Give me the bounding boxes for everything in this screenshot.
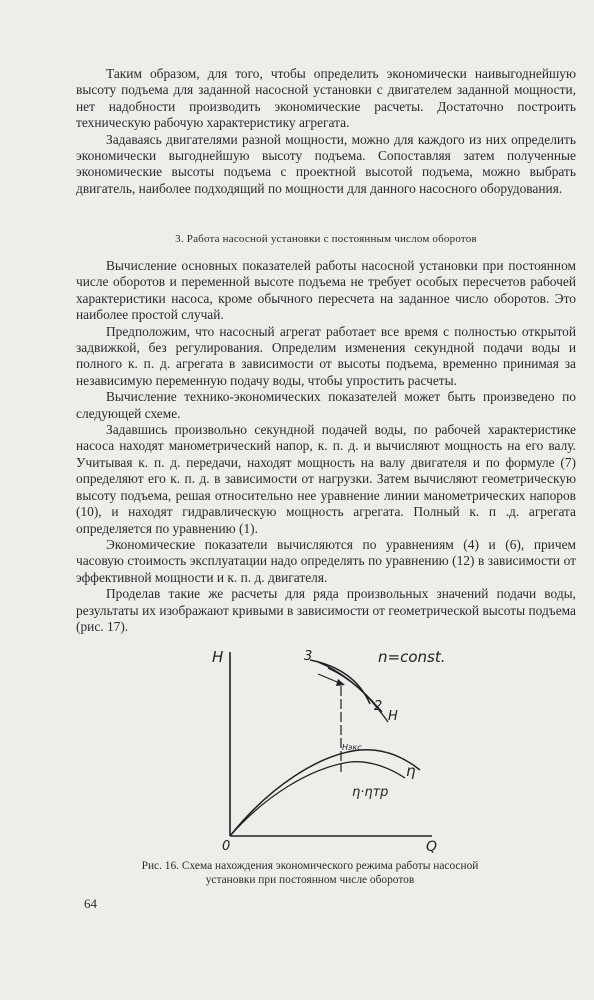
paragraph: Таким образом, для того, чтобы определить экономически наивыгоднейшую высоту подъема для заданной насосной установки с двигателем заданной мощности, нет надобности производить экономические расчеты. Достаточно построить техническую рабочую характеристику агрегата. bbox=[76, 66, 576, 131]
label-eta: η bbox=[406, 762, 416, 780]
origin-label: 0 bbox=[222, 839, 231, 854]
paragraph: Экономические показатели вычисляются по уравнениям (4) и (6), причем часовую стоимость эксплуатации надо определять по уравнению (12) в зависимости от эффективной мощности и к. п. д. двигателя. bbox=[76, 536, 576, 585]
paragraph: Проделав такие же расчеты для ряда произвольных значений подачи воды, результаты их изображают кривыми в зависимости от геометрической высоты подъема (рис. 17). bbox=[76, 586, 576, 634]
axis-label-y: H bbox=[212, 648, 224, 666]
label-n-const: n=const. bbox=[378, 648, 446, 666]
arrow-head bbox=[336, 679, 345, 686]
paragraph: Задавшись произвольно секундной подачей воды, по рабочей характеристике насоса находят манометрический напор, к. п. д. и вычисляют мощность на его валу. Учитывая к. п. д. передачи, находят мощность на валу двигателя и по формуле (7) определяют его к. п. д. в зависимости от нагрузки. Затем вычисляют геометрическую высоту подъема, решая относительно нее уравнение линии манометрических напоров (10), и находят гидравлическую мощность агрегата. Полный к. п .д. агрегата определяется по уравнению (1). bbox=[76, 422, 576, 536]
paragraph: Вычисление основных показателей работы насосной установки при постоянном числе оборотов и переменной высоте подъема не требует особых пересчетов рабочей характеристики насоса, кроме обычного пересчета на заданное число оборотов. Это наиболее простой случай. bbox=[76, 258, 576, 323]
paragraph: Вычисление технико-экономических показателей может быть произведено по следующей схеме. bbox=[76, 389, 576, 421]
label-2: 2 bbox=[374, 699, 383, 714]
label-H: H bbox=[388, 709, 398, 724]
text-block-main bbox=[76, 258, 576, 635]
axis-label-x: Q bbox=[426, 839, 438, 855]
label-econ: Hэкс bbox=[342, 743, 362, 752]
page-number: 64 bbox=[84, 896, 97, 911]
label-eta-tr: η·ηтр bbox=[352, 785, 389, 800]
section-heading: 3. Работа насосной установки с постоянным числом оборотов bbox=[175, 233, 477, 245]
paragraph: Задаваясь двигателями разной мощности, можно для каждого из них определить экономически выгоднейшую высоту подъема. Сопоставляя затем полученные экономические высоты подъема с проектной высотой подъема, можно выбрать двигатель, наиболее подходящий по мощности для данного насосного оборудования. bbox=[76, 131, 576, 196]
paragraph: Предположим, что насосный агрегат работает все время с полностью открытой задвижкой, без регулирования. Определим изменения секундной подачи воды и полного к. п. д. агрегата в зависимости от высоты подъема, временно принимая за независимую переменную подачу воды, чтобы упростить расчеты. bbox=[76, 323, 576, 388]
figure-diagram bbox=[210, 646, 450, 856]
curve-2 bbox=[318, 662, 382, 712]
figure-caption: Рис. 16. Схема нахождения экономического режима работы насосной установки при постоянном числе оборотов bbox=[141, 860, 479, 886]
diagram-svg bbox=[210, 646, 450, 856]
text-block-top bbox=[76, 66, 576, 197]
label-3: 3 bbox=[304, 649, 313, 664]
curve-eta bbox=[230, 750, 420, 836]
